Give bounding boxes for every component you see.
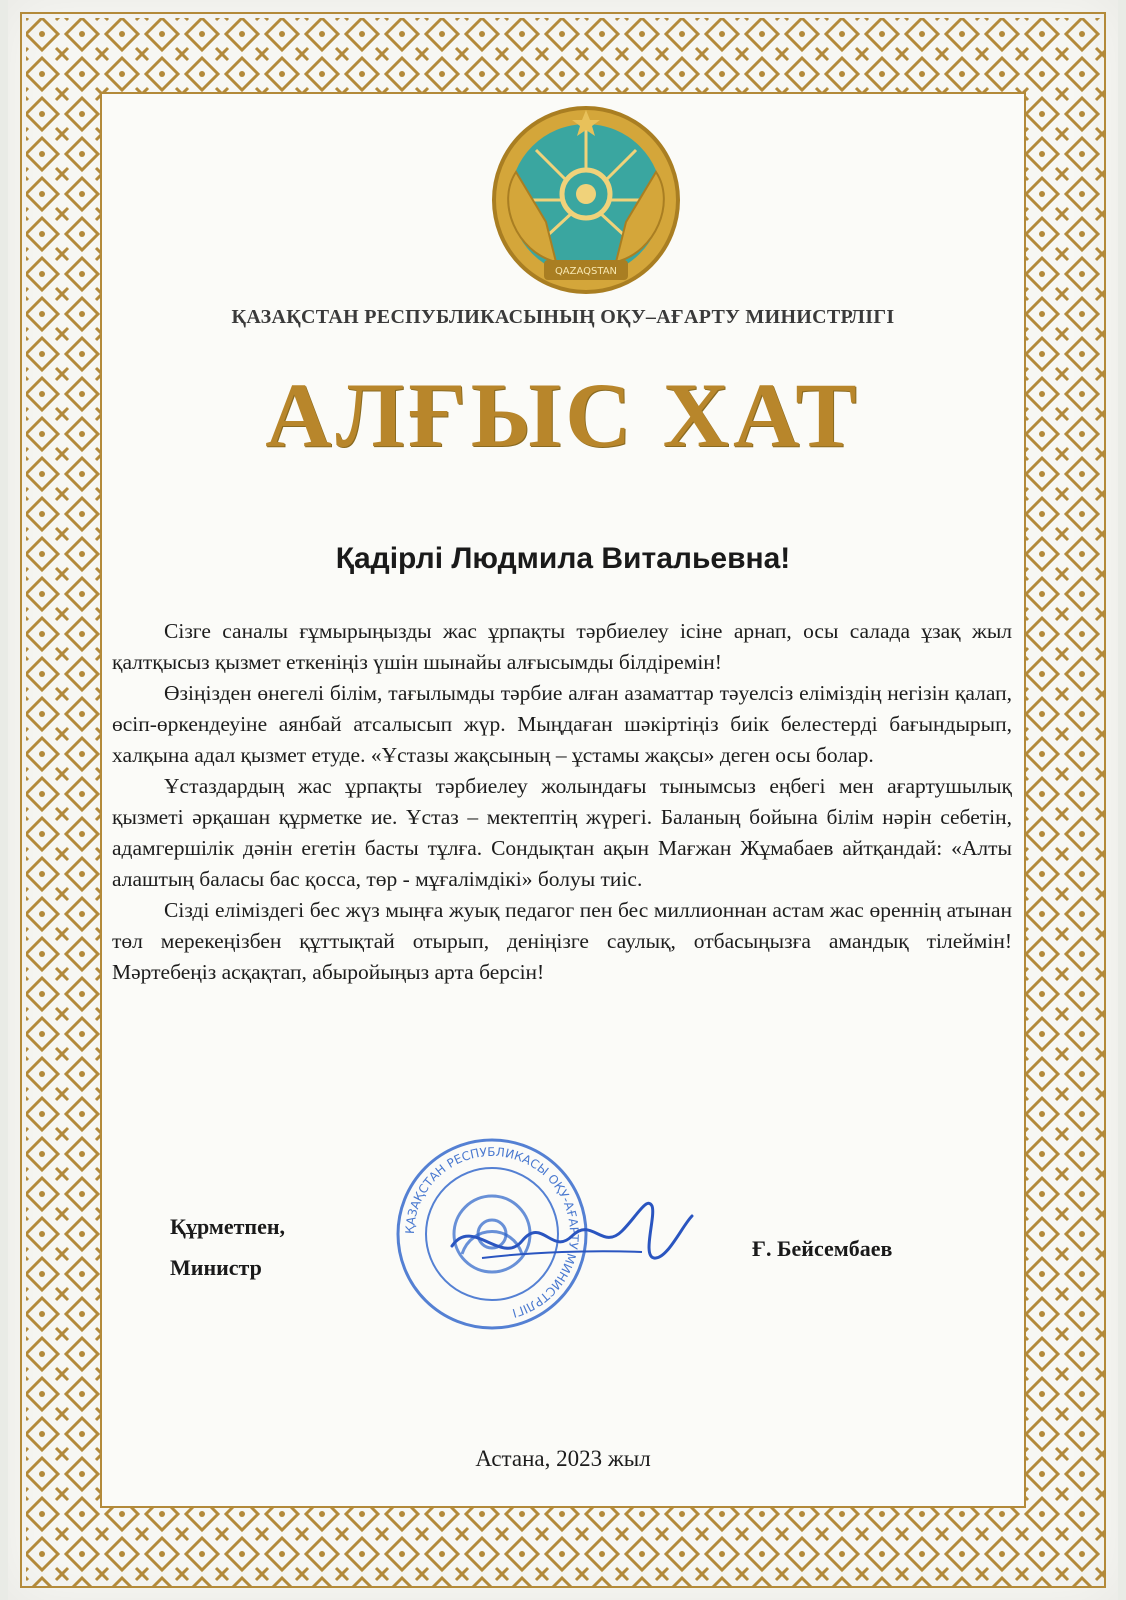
letter-body xyxy=(112,616,1012,988)
place-and-year: Астана, 2023 жыл xyxy=(475,1446,651,1471)
certificate-sheet xyxy=(8,0,1118,1600)
ministry-name: ҚАЗАҚСТАН РЕСПУБЛИКАСЫНЫҢ ОҚУ–АҒАРТУ МИНИСТРЛІГІ xyxy=(231,306,895,328)
state-emblem-icon xyxy=(486,102,686,298)
svg-text:ҚАЗАҚСТАН РЕСПУБЛИКАСЫ ОҚУ-АҒА: ҚАЗАҚСТАН РЕСПУБЛИКАСЫ ОҚУ-АҒАРТУ МИНИСТРЛІГІ xyxy=(402,1144,582,1321)
paragraph: Өзіңізден өнегелі білім, тағылымды тәрбие алған азаматтар тәуелсіз еліміздің негізін қалап, өсіп-өркендеуіне аянбай атсалысып жүр. Мыңдаған шәкіртіңіз биік белестерді бағындырып, халқына адал қызмет етуде. «Ұстазы жақсының – ұстамы жақсы» деген осы болар. xyxy=(112,681,1012,767)
svg-text:QAZAQSTAN: QAZAQSTAN xyxy=(554,266,618,277)
signature-icon xyxy=(442,1186,702,1276)
paragraph: Сізге саналы ғұмырыңызды жас ұрпақты тәрбиелеу ісіне арнап, осы салада ұзақ жыл қалтқысыз қызмет еткеніңіз үшін шынайы алғысымды білдіремін! xyxy=(112,619,1012,674)
certificate-content xyxy=(102,94,1024,1506)
signoff-block xyxy=(170,1206,285,1288)
document-title: АЛҒЫС ХАТ xyxy=(265,364,861,466)
paragraph: Сізді еліміздегі бес жүз мыңға жуық педагог пен бес миллионнан астам жас өреннің атынан төл мерекеңізбен құттықтай отырып, деніңізге саулық, отбасыңызға амандық тілеймін! Мәртебеңіз асқақтап, абыройыңыз арта берсін! xyxy=(112,898,1012,984)
signoff-position: Министр xyxy=(170,1255,262,1280)
signoff-greeting: Құрметпен, xyxy=(170,1214,286,1239)
minister-name: Ғ. Бейсембаев xyxy=(752,1236,893,1261)
paragraph: Ұстаздардың жас ұрпақты тәрбиелеу жолындағы тынымсыз еңбегі мен ағартушылық қызметі әрқашан құрметке ие. Ұстаз – мектептің жүрегі. Баланың бойына білім нәрін себетін, адамгершілік дәнін егетін басты тұлға. Сондықтан ақын Мағжан Жұмабаев айтқандай: «Алты алаштың баласы бас қосса, төр - мұғалімдікі» болуы тиіс. xyxy=(112,774,1012,891)
salutation: Қадірлі Людмила Витальевна! xyxy=(335,542,791,575)
